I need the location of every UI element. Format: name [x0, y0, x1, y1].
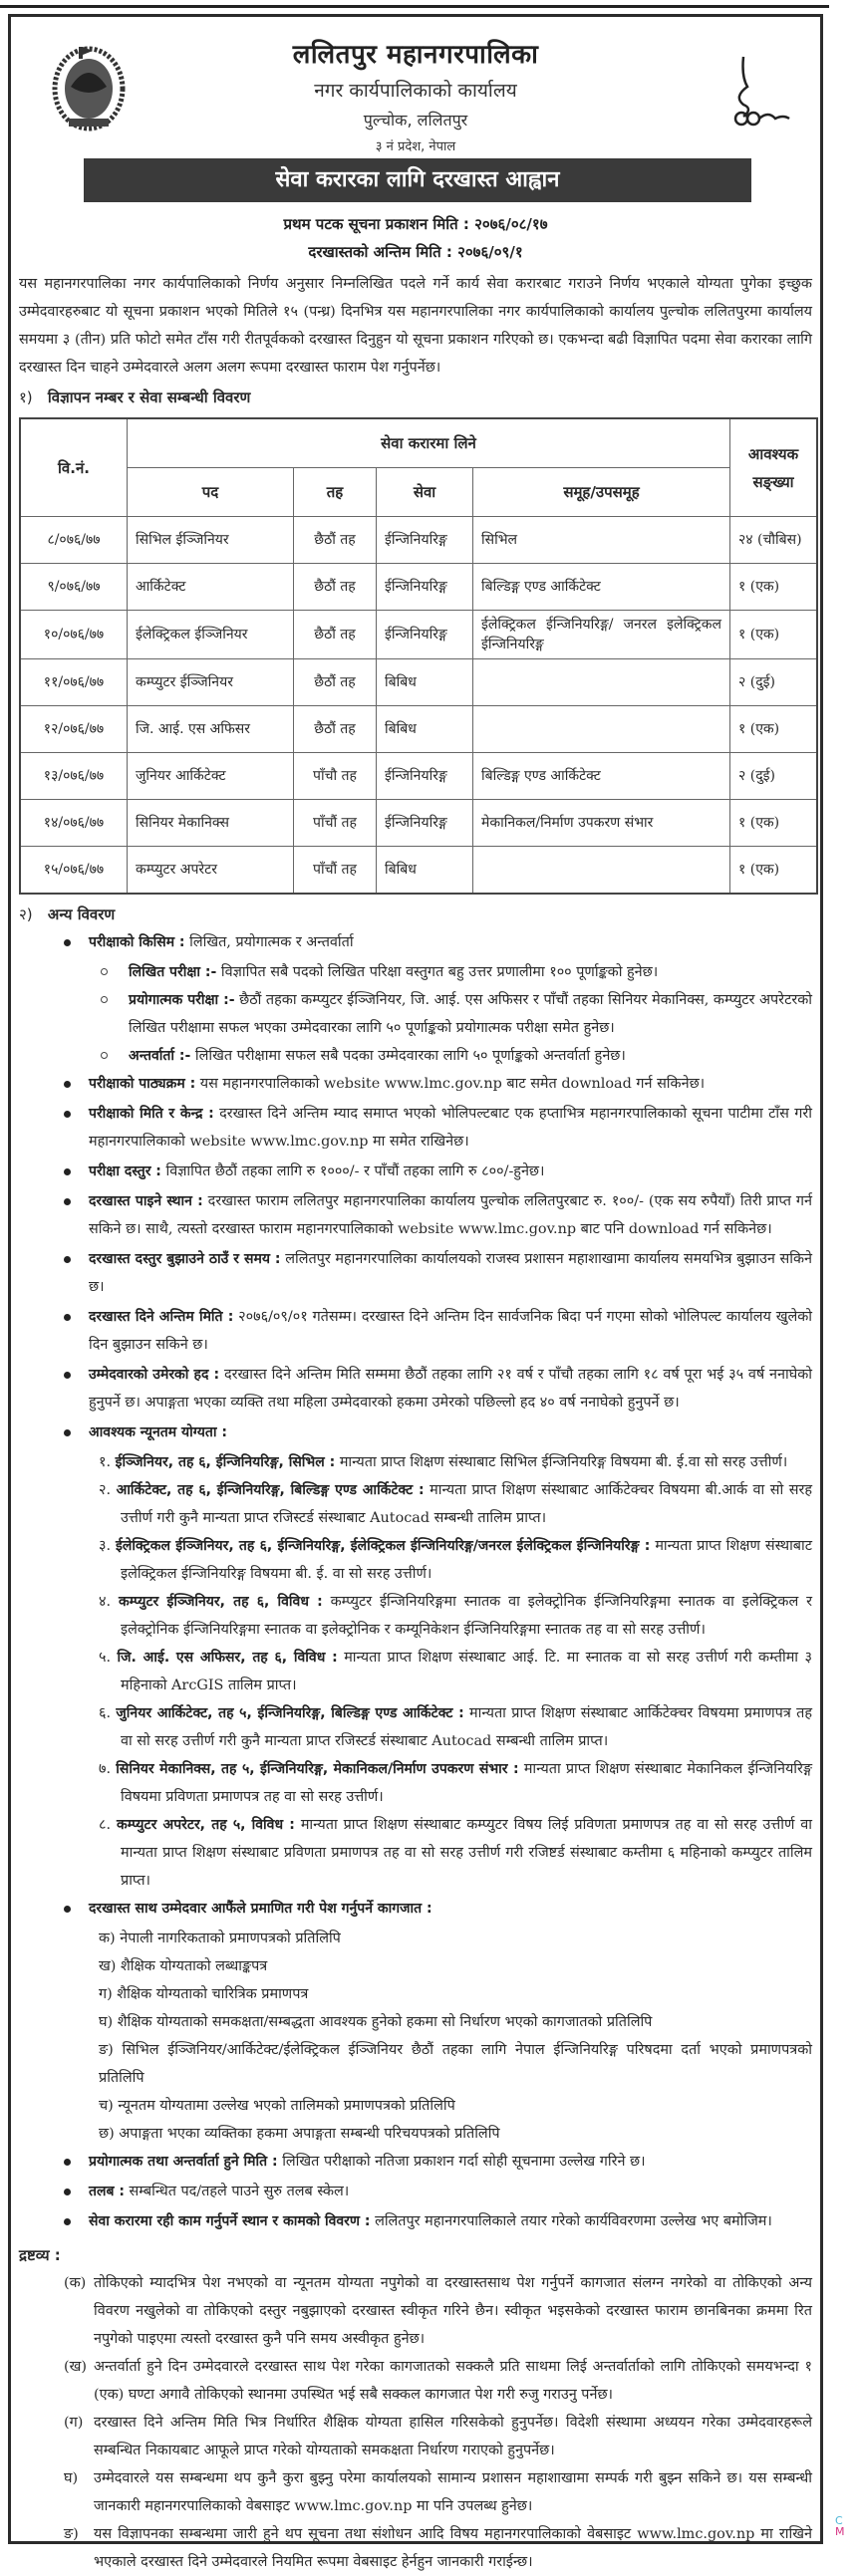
qualification-number: ६. — [99, 1705, 112, 1721]
item-label: तलब : — [89, 2184, 125, 2199]
vacancy-table — [19, 417, 818, 895]
title-block — [11, 35, 820, 154]
document-item: च) न्यूनतम योग्यतामा उल्लेख भएको तालिमको प्रमाणपत्रको प्रतिलिपि — [99, 2098, 455, 2114]
cell-service: ईन्जिनियरिङ्ग — [377, 611, 473, 659]
item-label: प्रयोगात्मक परीक्षा :- — [129, 992, 235, 1008]
section2-title: अन्य विवरण — [47, 905, 116, 923]
note-label: घ) — [64, 2470, 79, 2486]
cell-subgroup: बिल्डिङ्ग एण्ड आर्किटेक्ट — [473, 753, 730, 800]
cell-post: कम्प्युटर ईञ्जिनियर — [128, 659, 294, 706]
fee-place-item — [19, 1245, 812, 1301]
qualification-text: मान्यता प्राप्त शिक्षण संस्थाबाट कम्प्युटर विषय लिई प्रविणता प्रमाणपत्र तह वा सो सरह उत्तीर्ण वा मान्यता प्राप्त शिक्षण संस्थाबाट प्रविणता प्रमाणपत्र तह वा सो सरह उत्तीर्ण गरी रजिष्टर्ड संस्थाबाट कम्तीमा ६ महिनाको कम्प्युटर तालिम प्राप्त। — [121, 1817, 813, 1889]
cell-ad-no: १०/०७६/७७ — [20, 611, 128, 659]
qualification-number: ४. — [99, 1594, 112, 1610]
notes-heading: द्रष्टव्य : — [19, 2246, 61, 2264]
note-item — [19, 2353, 812, 2409]
qualification-item — [19, 1755, 812, 1811]
notice-dates — [11, 214, 820, 262]
cell-ad-no: १५/०७६/७७ — [20, 847, 128, 895]
item-label: अन्तर्वार्ता :- — [129, 1048, 191, 1064]
col-post: पद — [128, 468, 294, 517]
sub-bullet-icon — [101, 996, 108, 1003]
cell-level: छैठौं तह — [294, 611, 377, 659]
qualification-number: ७. — [99, 1761, 112, 1777]
note-label: (ग) — [64, 2415, 84, 2431]
cell-count: १ (एक) — [730, 611, 818, 659]
cell-level: छैठौं तह — [294, 659, 377, 706]
col-subgroup: समूह/उपसमूह — [473, 468, 730, 517]
age-limit-item — [19, 1361, 812, 1417]
qualification-item — [19, 1644, 812, 1699]
qualification-item — [19, 1532, 812, 1588]
item-label: सेवा करारमा रही काम गर्नुपर्ने स्थान र कामको विवरण : — [89, 2213, 371, 2229]
cell-level: छैठौं तह — [294, 517, 377, 564]
bullet-icon — [64, 939, 71, 946]
notes-list — [19, 2269, 812, 2576]
cell-count: १ (एक) — [730, 706, 818, 753]
qualification-label: जुनियर आर्किटेक्ट, तह ५, ईन्जिनियरिङ्ग, बिल्डिङ्ग एण्ड आर्किटेक्ट : — [116, 1705, 464, 1721]
cell-count: २ (दुई) — [730, 659, 818, 706]
exam-sub-written — [19, 958, 812, 986]
qualification-label: कम्प्युटर ईञ्जिनियर, तह ६, विविध : — [118, 1594, 323, 1610]
qualification-label: कम्प्युटर अपरेटर, तह ५, विविध : — [116, 1817, 295, 1833]
item-text: दरखास्त दिने अन्तिम मिति सम्ममा छैठौं तहका लागि २१ वर्ष र पाँचौ तहका लागि १८ वर्ष पूरा भई ३५ वर्ष ननाघेको हुनुपर्ने छ। अपाङ्गता भएका व्यक्ति तथा महिला उम्मेदवारको हकमा उमेरको पछिल्लो हद ४० वर्ष ननाघेको हुनुपर्ने छ। — [89, 1367, 812, 1411]
qualification-text: मान्यता प्राप्त शिक्षण संस्थाबाट इलेक्ट्रिकल ईन्जिनियरिङ्ग विषयमा बी. ई. वा सो सरह उत्तीर्ण। — [121, 1538, 813, 1582]
exam-fee-item — [19, 1158, 812, 1185]
note-item — [19, 2409, 812, 2464]
cell-service: ईन्जिनियरिङ्ग — [377, 800, 473, 847]
qualification-number: २. — [99, 1482, 112, 1498]
qualification-text: मान्यता प्राप्त शिक्षण संस्थाबाट आई. टि. मा स्नातक वा सो सरह उत्तीर्ण गरी कम्तीमा ३ महिनाको ArcGIS तालिम प्राप्त। — [121, 1650, 812, 1693]
cell-count: २४ (चौबिस) — [730, 517, 818, 564]
work-place-item — [19, 2207, 812, 2235]
section1-heading — [19, 384, 812, 411]
table-row — [20, 564, 817, 611]
cell-service: बिबिध — [377, 847, 473, 895]
exam-sub-interview — [19, 1042, 812, 1070]
cell-level: छैठौं तह — [294, 564, 377, 611]
cell-service: बिबिध — [377, 706, 473, 753]
note-item — [19, 2520, 812, 2576]
qualification-number: ३. — [99, 1538, 112, 1554]
bullet-icon — [64, 1429, 71, 1436]
qualification-item — [19, 1588, 812, 1644]
bullet-icon — [64, 1111, 71, 1118]
table-row — [20, 611, 817, 659]
cell-level: छैठौं तह — [294, 706, 377, 753]
cell-count: २ (दुई) — [730, 753, 818, 800]
item-text: सम्बन्धित पद/तहले पाउने सुरु तलब स्केल। — [129, 2184, 350, 2199]
exam-sub-practical — [19, 986, 812, 1042]
cyan-mark: C — [835, 2514, 843, 2527]
note-item — [19, 2464, 812, 2520]
cell-level: पाँचौं तह — [294, 800, 377, 847]
cell-post: सिनियर मेकानिक्स — [128, 800, 294, 847]
cell-post: आर्किटेक्ट — [128, 564, 294, 611]
document-item: ख) शैक्षिक योग्यताको लब्धाङ्कपत्र — [99, 1958, 268, 1974]
intro-paragraph: यस महानगरपालिका नगर कार्यपालिकाको निर्णय अनुसार निम्नलिखित पदले गर्ने कार्य सेवा करारबाट गराउने निर्णय भएकाले योग्यता पुगेका इच्छुक उम्मेदवारहरुबाट यो सूचना प्रकाशन भएको मितिले १५ (पन्ध्र) दिनभित्र यस महानगरपालिका नगर कार्यपालिकाको कार्यालय पुल्चोक ललितपुरमा कार्यालय समयमा ३ (तीन) प्रति फोटो समेत टाँस गरी रीतपूर्वकको दरखास्त दिनुहुन यो सूचना प्रकाशन गरिएको छ। एकभन्दा बढी विज्ञापित पदमा सेवा करारका लागि दरखास्त दिन चाहने उम्मेदवारले अलग अलग रूपमा दरखास्त फाराम पेश गर्नुपर्नेछ। — [19, 276, 812, 376]
table-row — [20, 753, 817, 800]
item-text: दरखास्त दिने अन्तिम म्याद समाप्त भएको भोलिपल्टबाट एक हप्ताभित्र महानगरपालिकाको सूचना पाटीमा टाँस गरी महानगरपालिकाको website www.lmc.gov.np मा समेत राखिनेछ। — [89, 1106, 812, 1150]
col-ad-no: वि.नं. — [20, 418, 128, 517]
section1-number: १) — [19, 388, 33, 406]
notice-frame — [8, 14, 823, 2570]
min-qualification-item — [19, 1418, 812, 1446]
section2-heading — [19, 901, 812, 928]
qualification-label: ईलेक्ट्रिकल ईञ्जिनियर, तह ६, ईन्जिनियरिङ्ग, ईलेक्ट्रिकल ईन्जिनियरिङ्ग/जनरल ईलेक्ट्रिकल ईन्जिनियरिङ्ग : — [116, 1538, 651, 1554]
qualification-label: जि. आई. एस अफिसर, तह ६, विविध : — [117, 1650, 338, 1666]
item-text: लिखित, प्रयोगात्मक र अन्तर्वार्ता — [189, 934, 354, 950]
note-item — [19, 2269, 812, 2353]
magenta-mark: M — [835, 2525, 845, 2538]
qualification-text: मान्यता प्राप्त शिक्षण संस्थाबाट मेकानिकल ईन्जिनियरिङ्ग विषयमा प्रविणता प्रमाणपत्र तह वा सो सरह उत्तीर्ण। — [121, 1761, 813, 1805]
qualification-list — [19, 1448, 812, 1895]
section1-title: विज्ञापन नम्बर र सेवा सम्बन्धी विवरण — [47, 388, 251, 406]
salary-item — [19, 2178, 812, 2205]
item-text: ललितपुर महानगरपालिकाले तयार गरेको कार्यविवरणमा उल्लेख भए बमोजिम। — [375, 2213, 772, 2229]
form-place-item — [19, 1187, 812, 1243]
notice-content — [11, 270, 820, 2576]
cell-service: बिबिध — [377, 659, 473, 706]
document-item: ग) शैक्षिक योग्यताको चारित्रिक प्रमाणपत्र — [99, 1986, 309, 2002]
document-item: घ) शैक्षिक योग्यताको समकक्षता/सम्बद्धता आवश्यक हुनेको हकमा सो निर्धारण भएको कागजातको प्रतिलिपि — [99, 2014, 653, 2030]
item-text: छैठौं तहका कम्प्युटर ईञ्जिनियर, जि. आई. एस अफिसर र पाँचौं तहका सिनियर मेकानिक्स, कम्प्युटर अपरेटरको लिखित परीक्षामा सफल भएका उम्मेदवारका लागि ५० पूर्णाङ्कको प्रयोगात्मक परीक्षा समेत हुनेछ। — [129, 992, 812, 1036]
qualification-label: ईञ्जिनियर, तह ६, ईन्जिनियरिङ्ग, सिभिल : — [115, 1454, 336, 1470]
table-row — [20, 517, 817, 564]
item-label: लिखित परीक्षा :- — [129, 964, 217, 980]
qualification-item — [19, 1448, 812, 1476]
cell-subgroup: ईलेक्ट्रिकल ईन्जिनियरिङ्ग/ जनरल इलेक्ट्रिकल ईन्जिनियरिङ्ग — [473, 611, 730, 659]
document-item: छ) अपाङ्गता भएका व्यक्तिका हकमा अपाङ्गता सम्बन्धी परिचयपत्रको प्रतिलिपि — [99, 2126, 500, 2142]
print-registration-marks — [835, 2515, 845, 2537]
note-text: दरखास्त दिने अन्तिम मिति भित्र निर्धारित शैक्षिक योग्यता हासिल गरिसकेको हुनुपर्नेछ। विदेशी संस्थामा अध्ययन गरेका उम्मेदवारहरूले सम्बन्धित निकायबाट आफूले प्राप्त गरेको योग्यताको समकक्षता निर्धारण गराएको हुनुपर्नेछ। — [94, 2415, 812, 2458]
qualification-label: सिनियर मेकानिक्स, तह ५, ईन्जिनियरिङ्ग, मेकानिकल/निर्माण उपकरण संभार : — [116, 1761, 519, 1777]
cell-ad-no: ९/०७६/७७ — [20, 564, 128, 611]
qualification-item — [19, 1476, 812, 1532]
province: ३ नं प्रदेश, नेपाल — [375, 139, 456, 154]
note-text: तोकिएको म्यादभित्र पेश नभएको वा न्यूनतम योग्यता नपुगेको वा दरखास्तसाथ पेश गर्नुपर्ने कागजात संलग्न नगरेको वा तोकिएको अन्य विवरण नखुलेको वा तोकिएको दस्तुर नबुझाएको दरखास्त स्वीकृत गरिने छैन। स्वीकृत भइसकेको दरखास्त फाराम छानबिनका क्रममा रित नपुगेको पाइएमा त्यस्तो दरखास्त कुनै पनि समय अस्वीकृत हुनेछ। — [94, 2275, 812, 2347]
note-text: यस विज्ञापनका सम्बन्धमा जारी हुने थप सूचना तथा संशोधन आदि विषय महानगरपालिकाको वेबसाइट www.lmc.gov.np मा राखिने भएकाले दरखास्त दिने उम्मेदवारले नियमित रूपमा वेबसाइट हेर्नहुन जानकारी गराईन्छ। — [94, 2526, 812, 2570]
item-label: दरखास्त दिने अन्तिम मिति : — [89, 1309, 234, 1325]
qualification-number: ५. — [99, 1650, 112, 1666]
note-label: (क) — [64, 2275, 87, 2291]
cell-ad-no: १३/०७६/७७ — [20, 753, 128, 800]
document-item: ङ) सिभिल ईञ्जिनियर/आर्किटेक्ट/ईलेक्ट्रिकल ईञ्जिनियर छैठौं तहका लागि नेपाल ईन्जिनियरिङ्ग परिषदमा दर्ता भएको प्रमाणपत्रको प्रतिलिपि — [99, 2042, 812, 2086]
cell-subgroup: मेकानिकल/निर्माण उपकरण संभार — [473, 800, 730, 847]
notice-header — [11, 17, 820, 206]
bullet-icon — [64, 2218, 71, 2225]
qualification-label: आर्किटेक्ट, तह ६, ईन्जिनियरिङ्ग, बिल्डिङ्ग एण्ड आर्किटेक्ट : — [116, 1482, 425, 1498]
qualification-text: मान्यता प्राप्त शिक्षण संस्थाबाट सिभिल ईन्जिनियरिङ्ग विषयमा बी. ई.वा सो सरह उत्तीर्ण। — [339, 1454, 788, 1470]
item-label: उम्मेदवारको उमेरको हद : — [89, 1367, 220, 1383]
bullet-icon — [64, 1198, 71, 1205]
documents-item — [19, 1895, 812, 1923]
syllabus-item — [19, 1070, 812, 1098]
item-label: परीक्षाको मिति र केन्द्र : — [89, 1106, 214, 1122]
cell-level: पाँचौ तह — [294, 753, 377, 800]
note-text: उम्मेदवारले यस सम्बन्धमा थप कुनै कुरा बुझ्नु परेमा कार्यालयको सामान्य प्रशासन महाशाखामा सम्पर्क गरी बुझ्न सकिने छ। यस सम्बन्धी जानकारी महानगरपालिकाको वेबसाइट www.lmc.gov.np मा पनि उपलब्ध हुनेछ। — [94, 2470, 812, 2514]
item-text: विज्ञापित छैठौं तहका लागि रु १०००/- र पाँचौं तहका लागि रु ८००/-हुनेछ। — [165, 1163, 545, 1179]
cell-subgroup: बिल्डिङ्ग एण्ड आर्किटेक्ट — [473, 564, 730, 611]
top-rule — [0, 5, 829, 8]
cell-post: कम्प्युटर अपरेटर — [128, 847, 294, 895]
item-label: परीक्षाको पाठ्यक्रम : — [89, 1076, 196, 1092]
document-list — [19, 1925, 812, 2148]
cell-count: १ (एक) — [730, 847, 818, 895]
bullet-icon — [64, 1314, 71, 1321]
signature-icon — [714, 47, 803, 136]
item-text: दरखास्त फाराम ललितपुर महानगरपालिका कार्यालय पुल्चोक ललितपुरबाट रु. १००/- (एक सय रुपैयाँ) तिरी प्राप्त गर्न सकिने छ। साथै, त्यस्तो दरखास्त फाराम महानगरपालिकाको website www.lmc.gov.np बाट पनि download गर्न सकिनेछ। — [89, 1193, 812, 1237]
cell-service: ईन्जिनियरिङ्ग — [377, 753, 473, 800]
col-level: तह — [294, 468, 377, 517]
cell-subgroup: सिभिल — [473, 517, 730, 564]
item-label: प्रयोगात्मक तथा अन्तर्वार्ता हुने मिति : — [89, 2154, 278, 2170]
qualification-item — [19, 1699, 812, 1755]
item-text: लिखित परीक्षामा सफल सबै पदका उम्मेदवारका लागि ५० पूर्णाङ्कको अन्तर्वार्ता हुनेछ। — [194, 1048, 626, 1064]
bullet-icon — [64, 2159, 71, 2166]
bullet-icon — [64, 1081, 71, 1088]
qualification-number: १. — [99, 1454, 112, 1470]
table-row — [20, 847, 817, 895]
bullet-icon — [64, 2189, 71, 2195]
note-label: ङ) — [64, 2526, 79, 2542]
bullet-icon — [64, 1372, 71, 1379]
office-name: नगर कार्यपालिकाको कार्यालय — [314, 80, 517, 102]
cell-post: जुनियर आर्किटेक्ट — [128, 753, 294, 800]
bullet-icon — [64, 1256, 71, 1263]
col-required: आवश्यक सङ्ख्या — [730, 418, 818, 517]
cell-post: जि. आई. एस अफिसर — [128, 706, 294, 753]
table-row — [20, 659, 817, 706]
interview-date-item — [19, 2148, 812, 2176]
bullet-icon — [64, 1906, 71, 1913]
cell-service: ईन्जिनियरिङ्ग — [377, 517, 473, 564]
cell-post: ईलेक्ट्रिकल ईञ्जिनियर — [128, 611, 294, 659]
item-label: दरखास्त दस्तुर बुझाउने ठाउँ र समय : — [89, 1251, 281, 1267]
item-label: दरखास्त साथ उम्मेदवार आफैंले प्रमाणित गरी पेश गर्नुपर्ने कागजात : — [89, 1901, 432, 1917]
item-label: परीक्षाको किसिम : — [89, 934, 185, 950]
deadline-item — [19, 1303, 812, 1359]
cell-level: पाँचौं तह — [294, 847, 377, 895]
cell-ad-no: १२/०७६/७७ — [20, 706, 128, 753]
item-label: दरखास्त पाइने स्थान : — [89, 1193, 203, 1209]
table-row — [20, 800, 817, 847]
section2-number: २) — [19, 905, 33, 923]
item-label: आवश्यक न्यूनतम योग्यता : — [89, 1424, 227, 1440]
item-label: परीक्षा दस्तुर : — [89, 1163, 161, 1179]
table-row — [20, 706, 817, 753]
exam-type-item — [19, 928, 812, 956]
cell-ad-no: ११/०७६/७७ — [20, 659, 128, 706]
col-service: सेवा — [377, 468, 473, 517]
org-name: ललितपुर महानगरपालिका — [292, 40, 539, 70]
cell-count: १ (एक) — [730, 564, 818, 611]
qualification-text: कम्प्युटर ईन्जिनियरिङ्गमा स्नातक वा इलेक्ट्रोनिक ईन्जिनियरिङ्गमा स्नातक वा इलेक्ट्रिकल र इलेक्ट्रोनिक ईन्जिनियरिङ्गमा स्नातक वा इलेक्ट्रोनिक र कम्यूनिकेशन ईन्जिनियरिङ्गमा स्नातक तह वा सो सरह उत्तीर्ण। — [121, 1594, 812, 1638]
col-group-header: सेवा करारमा लिने — [128, 418, 730, 468]
item-text: विज्ञापित सबै पदको लिखित परिक्षा वस्तुगत बहु उत्तर प्रणालीमा १०० पूर्णाङ्कको हुनेछ। — [220, 964, 659, 980]
qualification-item — [19, 1811, 812, 1895]
cell-subgroup — [473, 706, 730, 753]
qualification-number: ८. — [99, 1817, 112, 1833]
cell-count: १ (एक) — [730, 800, 818, 847]
cell-post: सिभिल ईञ्जिनियर — [128, 517, 294, 564]
item-text: यस महानगरपालिकाको website www.lmc.gov.np बाट समेत download गर्न सकिनेछ। — [199, 1076, 706, 1092]
item-text: ललितपुर महानगरपालिका कार्यालयको राजस्व प्रशासन महाशाखामा कार्यालय समयभित्र बुझाउन सकिने छ। — [89, 1251, 812, 1295]
item-text: २०७६/०९/०१ गतेसम्म। दरखास्त दिने अन्तिम दिन सार्वजनिक बिदा पर्न गएमा सोको भोलिपल्ट कार्यालय खुलेको दिन बुझाउन सकिने छ। — [89, 1309, 812, 1353]
document-item: क) नेपाली नागरिकताको प्रमाणपत्रको प्रतिलिपि — [99, 1931, 341, 1946]
cell-service: ईन्जिनियरिङ्ग — [377, 564, 473, 611]
qualification-text: मान्यता प्राप्त शिक्षण संस्थाबाट आर्किटेक्चर विषयमा प्रमाणपत्र तह वा सो सरह उत्तीर्ण गरी कुनै मान्यता प्राप्त रजिस्टर्ड संस्थाबाट Autocad सम्बन्धी तालिम प्राप्त। — [121, 1705, 812, 1749]
cell-subgroup — [473, 847, 730, 895]
cell-subgroup — [473, 659, 730, 706]
cell-ad-no: १४/०७६/७७ — [20, 800, 128, 847]
note-text: अन्तर्वार्ता हुने दिन उम्मेदवारले दरखास्त साथ पेश गरेका कागजातको सक्कलै प्रति साथमा लिई अन्तर्वार्ताको लागि तोकिएको समयभन्दा १ (एक) घण्टा अगावै तोकिएको स्थानमा उपस्थित भई सबै सक्कल कागजात पेश गरी रुजु गराउनु पर्नेछ। — [94, 2359, 812, 2403]
office-address: पुल्चोक, ललितपुर — [363, 111, 468, 129]
note-label: (ख) — [64, 2359, 88, 2375]
notice-banner: सेवा करारका लागि दरखास्त आह्वान — [84, 158, 751, 202]
cell-ad-no: ८/०७६/७७ — [20, 517, 128, 564]
sub-bullet-icon — [101, 968, 108, 975]
application-deadline-date: दरखास्तको अन्तिम मिति : २०७६/०९/१ — [308, 243, 523, 261]
sub-bullet-icon — [101, 1052, 108, 1059]
qualification-text: मान्यता प्राप्त शिक्षण संस्थाबाट आर्किटेक्चर विषयमा बी.आर्क वा सो सरह उत्तीर्ण गरी कुनै मान्यता प्राप्त रजिस्टर्ड संस्थाबाट Autocad सम्बन्धी तालिम प्राप्त। — [121, 1482, 812, 1526]
bullet-icon — [64, 1168, 71, 1175]
exam-date-item — [19, 1100, 812, 1156]
item-text: लिखित परीक्षाको नतिजा प्रकाशन गर्दा सोही सूचनामा उल्लेख गरिने छ। — [282, 2154, 646, 2170]
first-publication-date: प्रथम पटक सूचना प्रकाशन मिति : २०७६/०८/१७ — [283, 215, 548, 233]
